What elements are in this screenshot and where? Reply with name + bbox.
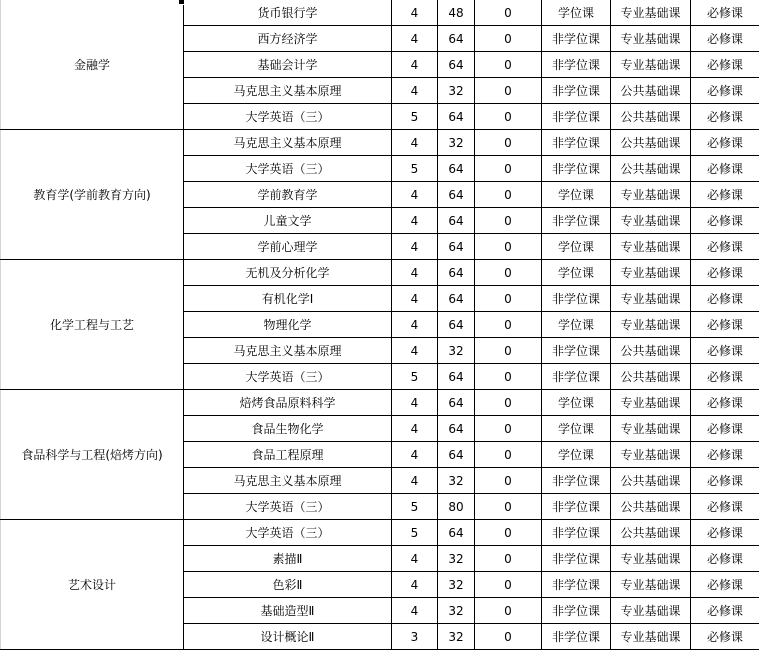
experiment-hours-cell[interactable]: 0 <box>475 234 542 260</box>
experiment-hours-cell[interactable]: 0 <box>475 130 542 156</box>
major-cell[interactable]: 教育学(学前教育方向) <box>1 130 184 260</box>
requirement-cell[interactable]: 必修课 <box>691 182 759 208</box>
course-category-cell[interactable]: 专业基础课 <box>611 0 691 26</box>
credits-cell[interactable]: 4 <box>392 312 438 338</box>
requirement-cell[interactable]: 必修课 <box>691 208 759 234</box>
degree-type-cell[interactable]: 非学位课 <box>542 208 611 234</box>
degree-type-cell[interactable]: 非学位课 <box>542 494 611 520</box>
course-category-cell[interactable]: 专业基础课 <box>611 390 691 416</box>
credits-cell[interactable]: 4 <box>392 260 438 286</box>
hours-cell[interactable]: 64 <box>438 182 475 208</box>
credits-cell[interactable]: 4 <box>392 52 438 78</box>
requirement-cell[interactable]: 必修课 <box>691 364 759 390</box>
requirement-cell[interactable]: 必修课 <box>691 468 759 494</box>
experiment-hours-cell[interactable]: 0 <box>475 312 542 338</box>
credits-cell[interactable]: 4 <box>392 130 438 156</box>
degree-type-cell[interactable]: 非学位课 <box>542 364 611 390</box>
credits-cell[interactable]: 4 <box>392 442 438 468</box>
requirement-cell[interactable]: 必修课 <box>691 130 759 156</box>
credits-cell[interactable]: 4 <box>392 598 438 624</box>
course-category-cell[interactable]: 公共基础课 <box>611 156 691 182</box>
course-category-cell[interactable]: 专业基础课 <box>611 260 691 286</box>
course-name-cell[interactable]: 学前教育学 <box>184 182 392 208</box>
course-category-cell[interactable]: 公共基础课 <box>611 130 691 156</box>
course-category-cell[interactable]: 专业基础课 <box>611 598 691 624</box>
course-category-cell[interactable]: 公共基础课 <box>611 338 691 364</box>
course-name-cell[interactable]: 物理化学 <box>184 312 392 338</box>
hours-cell[interactable]: 32 <box>438 624 475 650</box>
requirement-cell[interactable]: 必修课 <box>691 598 759 624</box>
requirement-cell[interactable]: 必修课 <box>691 416 759 442</box>
degree-type-cell[interactable]: 非学位课 <box>542 624 611 650</box>
table-row <box>1 520 759 546</box>
course-category-cell[interactable]: 专业基础课 <box>611 286 691 312</box>
credits-cell[interactable]: 4 <box>392 26 438 52</box>
hours-cell[interactable]: 64 <box>438 416 475 442</box>
major-cell[interactable]: 金融学 <box>1 0 184 130</box>
course-table-body <box>1 0 759 650</box>
experiment-hours-cell[interactable]: 0 <box>475 364 542 390</box>
hours-cell[interactable]: 64 <box>438 520 475 546</box>
requirement-cell[interactable]: 必修课 <box>691 520 759 546</box>
course-category-cell[interactable]: 公共基础课 <box>611 520 691 546</box>
course-name-cell[interactable]: 大学英语（三） <box>184 104 392 130</box>
degree-type-cell[interactable]: 学位课 <box>542 182 611 208</box>
hours-cell[interactable]: 32 <box>438 572 475 598</box>
degree-type-cell[interactable]: 非学位课 <box>542 286 611 312</box>
hours-cell[interactable]: 64 <box>438 286 475 312</box>
hours-cell[interactable]: 64 <box>438 312 475 338</box>
experiment-hours-cell[interactable]: 0 <box>475 260 542 286</box>
credits-cell[interactable]: 4 <box>392 208 438 234</box>
requirement-cell[interactable]: 必修课 <box>691 624 759 650</box>
hours-cell[interactable]: 64 <box>438 260 475 286</box>
course-category-cell[interactable]: 公共基础课 <box>611 468 691 494</box>
credits-cell[interactable]: 4 <box>392 78 438 104</box>
hours-cell[interactable]: 64 <box>438 156 475 182</box>
course-category-cell[interactable]: 专业基础课 <box>611 312 691 338</box>
requirement-cell[interactable]: 必修课 <box>691 104 759 130</box>
degree-type-cell[interactable]: 学位课 <box>542 0 611 26</box>
degree-type-cell[interactable]: 学位课 <box>542 234 611 260</box>
course-name-cell[interactable]: 马克思主义基本原理 <box>184 130 392 156</box>
experiment-hours-cell[interactable]: 0 <box>475 598 542 624</box>
degree-type-cell[interactable]: 非学位课 <box>542 338 611 364</box>
degree-type-cell[interactable]: 非学位课 <box>542 572 611 598</box>
experiment-hours-cell[interactable]: 0 <box>475 468 542 494</box>
course-name-cell[interactable]: 色彩Ⅱ <box>184 572 392 598</box>
requirement-cell[interactable]: 必修课 <box>691 286 759 312</box>
credits-cell[interactable]: 4 <box>392 390 438 416</box>
course-category-cell[interactable]: 专业基础课 <box>611 572 691 598</box>
course-category-cell[interactable]: 专业基础课 <box>611 26 691 52</box>
credits-cell[interactable]: 3 <box>392 624 438 650</box>
course-name-cell[interactable]: 大学英语（三） <box>184 156 392 182</box>
table-row <box>1 390 759 416</box>
experiment-hours-cell[interactable]: 0 <box>475 416 542 442</box>
experiment-hours-cell[interactable]: 0 <box>475 104 542 130</box>
course-name-cell[interactable]: 马克思主义基本原理 <box>184 78 392 104</box>
course-category-cell[interactable]: 专业基础课 <box>611 416 691 442</box>
course-category-cell[interactable]: 专业基础课 <box>611 182 691 208</box>
credits-cell[interactable]: 4 <box>392 546 438 572</box>
credits-cell[interactable]: 5 <box>392 364 438 390</box>
experiment-hours-cell[interactable]: 0 <box>475 442 542 468</box>
course-name-cell[interactable]: 学前心理学 <box>184 234 392 260</box>
experiment-hours-cell[interactable]: 0 <box>475 208 542 234</box>
requirement-cell[interactable]: 必修课 <box>691 494 759 520</box>
course-name-cell[interactable]: 大学英语（三） <box>184 520 392 546</box>
experiment-hours-cell[interactable]: 0 <box>475 286 542 312</box>
requirement-cell[interactable]: 必修课 <box>691 0 759 26</box>
degree-type-cell[interactable]: 非学位课 <box>542 156 611 182</box>
hours-cell[interactable]: 64 <box>438 52 475 78</box>
experiment-hours-cell[interactable]: 0 <box>475 624 542 650</box>
degree-type-cell[interactable]: 非学位课 <box>542 468 611 494</box>
degree-type-cell[interactable]: 学位课 <box>542 390 611 416</box>
course-name-cell[interactable]: 货币银行学 <box>184 0 392 26</box>
major-cell[interactable]: 食品科学与工程(焙烤方向) <box>1 390 184 520</box>
course-category-cell[interactable]: 专业基础课 <box>611 624 691 650</box>
experiment-hours-cell[interactable]: 0 <box>475 52 542 78</box>
course-name-cell[interactable]: 食品生物化学 <box>184 416 392 442</box>
credits-cell[interactable]: 4 <box>392 0 438 26</box>
hours-cell[interactable]: 32 <box>438 468 475 494</box>
course-category-cell[interactable]: 公共基础课 <box>611 78 691 104</box>
experiment-hours-cell[interactable]: 0 <box>475 520 542 546</box>
requirement-cell[interactable]: 必修课 <box>691 26 759 52</box>
table-row <box>1 0 759 26</box>
course-name-cell[interactable]: 有机化学Ⅰ <box>184 286 392 312</box>
experiment-hours-cell[interactable]: 0 <box>475 182 542 208</box>
course-name-cell[interactable]: 设计概论Ⅱ <box>184 624 392 650</box>
requirement-cell[interactable]: 必修课 <box>691 234 759 260</box>
degree-type-cell[interactable]: 学位课 <box>542 416 611 442</box>
course-name-cell[interactable]: 马克思主义基本原理 <box>184 338 392 364</box>
course-category-cell[interactable]: 专业基础课 <box>611 208 691 234</box>
degree-type-cell[interactable]: 非学位课 <box>542 130 611 156</box>
experiment-hours-cell[interactable]: 0 <box>475 494 542 520</box>
credits-cell[interactable]: 4 <box>392 182 438 208</box>
course-name-cell[interactable]: 基础造型Ⅱ <box>184 598 392 624</box>
credits-cell[interactable]: 4 <box>392 572 438 598</box>
requirement-cell[interactable]: 必修课 <box>691 156 759 182</box>
major-cell[interactable]: 化学工程与工艺 <box>1 260 184 390</box>
degree-type-cell[interactable]: 非学位课 <box>542 52 611 78</box>
experiment-hours-cell[interactable]: 0 <box>475 546 542 572</box>
table-row <box>1 260 759 286</box>
degree-type-cell[interactable]: 学位课 <box>542 442 611 468</box>
course-name-cell[interactable]: 基础会计学 <box>184 52 392 78</box>
credits-cell[interactable]: 5 <box>392 520 438 546</box>
credits-cell[interactable]: 5 <box>392 494 438 520</box>
hours-cell[interactable]: 32 <box>438 598 475 624</box>
requirement-cell[interactable]: 必修课 <box>691 78 759 104</box>
degree-type-cell[interactable]: 学位课 <box>542 312 611 338</box>
course-name-cell[interactable]: 无机及分析化学 <box>184 260 392 286</box>
requirement-cell[interactable]: 必修课 <box>691 442 759 468</box>
requirement-cell[interactable]: 必修课 <box>691 572 759 598</box>
course-name-cell[interactable]: 儿童文学 <box>184 208 392 234</box>
course-category-cell[interactable]: 公共基础课 <box>611 104 691 130</box>
course-category-cell[interactable]: 公共基础课 <box>611 364 691 390</box>
experiment-hours-cell[interactable]: 0 <box>475 0 542 26</box>
course-category-cell[interactable]: 专业基础课 <box>611 52 691 78</box>
experiment-hours-cell[interactable]: 0 <box>475 156 542 182</box>
course-category-cell[interactable]: 专业基础课 <box>611 442 691 468</box>
requirement-cell[interactable]: 必修课 <box>691 546 759 572</box>
hours-cell[interactable]: 64 <box>438 26 475 52</box>
requirement-cell[interactable]: 必修课 <box>691 338 759 364</box>
experiment-hours-cell[interactable]: 0 <box>475 390 542 416</box>
experiment-hours-cell[interactable]: 0 <box>475 26 542 52</box>
requirement-cell[interactable]: 必修课 <box>691 390 759 416</box>
degree-type-cell[interactable]: 非学位课 <box>542 78 611 104</box>
degree-type-cell[interactable]: 学位课 <box>542 260 611 286</box>
hours-cell[interactable]: 64 <box>438 390 475 416</box>
selection-fill-handle[interactable] <box>178 0 185 5</box>
requirement-cell[interactable]: 必修课 <box>691 52 759 78</box>
experiment-hours-cell[interactable]: 0 <box>475 78 542 104</box>
table-row <box>1 130 759 156</box>
experiment-hours-cell[interactable]: 0 <box>475 572 542 598</box>
credits-cell[interactable]: 4 <box>392 468 438 494</box>
course-category-cell[interactable]: 公共基础课 <box>611 494 691 520</box>
hours-cell[interactable]: 32 <box>438 130 475 156</box>
degree-type-cell[interactable]: 非学位课 <box>542 26 611 52</box>
degree-type-cell[interactable]: 非学位课 <box>542 104 611 130</box>
major-cell[interactable]: 艺术设计 <box>1 520 184 650</box>
credits-cell[interactable]: 4 <box>392 286 438 312</box>
hours-cell[interactable]: 32 <box>438 338 475 364</box>
requirement-cell[interactable]: 必修课 <box>691 260 759 286</box>
hours-cell[interactable]: 64 <box>438 234 475 260</box>
hours-cell[interactable]: 64 <box>438 442 475 468</box>
course-name-cell[interactable]: 大学英语（三） <box>184 364 392 390</box>
hours-cell[interactable]: 80 <box>438 494 475 520</box>
hours-cell[interactable]: 64 <box>438 208 475 234</box>
requirement-cell[interactable]: 必修课 <box>691 312 759 338</box>
hours-cell[interactable]: 64 <box>438 104 475 130</box>
degree-type-cell[interactable]: 非学位课 <box>542 520 611 546</box>
experiment-hours-cell[interactable]: 0 <box>475 338 542 364</box>
course-name-cell[interactable]: 西方经济学 <box>184 26 392 52</box>
course-name-cell[interactable]: 马克思主义基本原理 <box>184 468 392 494</box>
degree-type-cell[interactable]: 非学位课 <box>542 598 611 624</box>
course-name-cell[interactable]: 焙烤食品原料科学 <box>184 390 392 416</box>
credits-cell[interactable]: 4 <box>392 338 438 364</box>
credits-cell[interactable]: 5 <box>392 104 438 130</box>
course-category-cell[interactable]: 专业基础课 <box>611 546 691 572</box>
hours-cell[interactable]: 32 <box>438 546 475 572</box>
credits-cell[interactable]: 4 <box>392 416 438 442</box>
credits-cell[interactable]: 5 <box>392 156 438 182</box>
credits-cell[interactable]: 4 <box>392 234 438 260</box>
course-name-cell[interactable]: 素描Ⅱ <box>184 546 392 572</box>
course-name-cell[interactable]: 食品工程原理 <box>184 442 392 468</box>
course-category-cell[interactable]: 专业基础课 <box>611 234 691 260</box>
course-name-cell[interactable]: 大学英语（三） <box>184 494 392 520</box>
hours-cell[interactable]: 64 <box>438 364 475 390</box>
hours-cell[interactable]: 48 <box>438 0 475 26</box>
hours-cell[interactable]: 32 <box>438 78 475 104</box>
degree-type-cell[interactable]: 非学位课 <box>542 546 611 572</box>
